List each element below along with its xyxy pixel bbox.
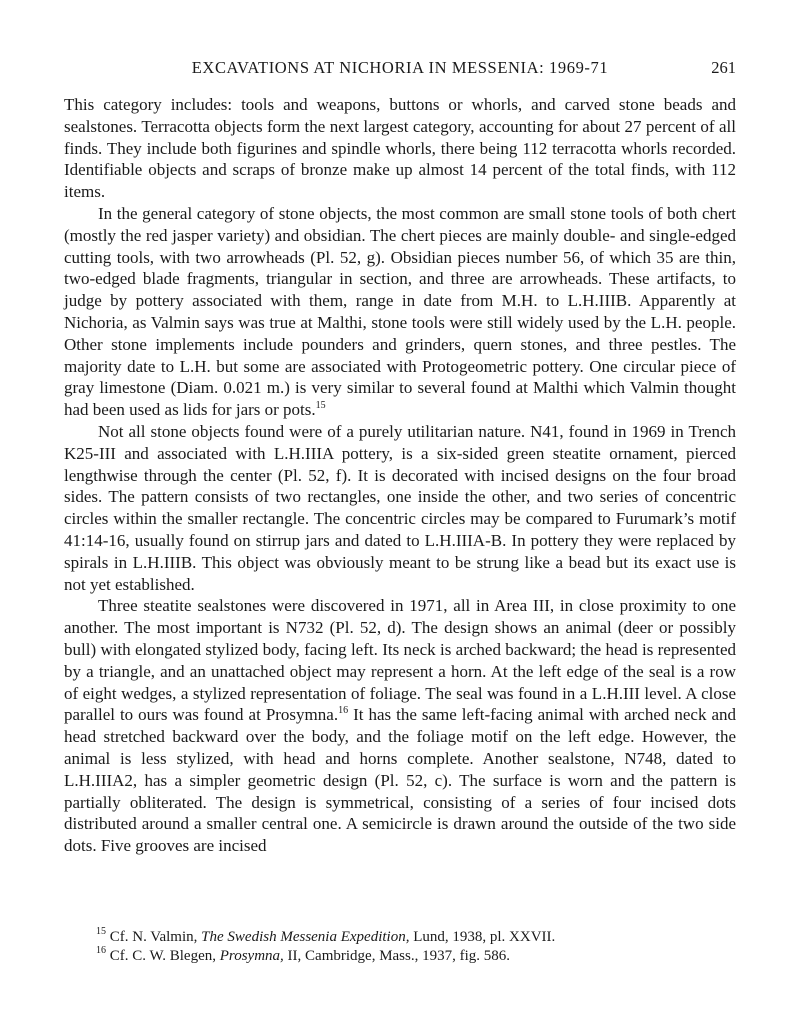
footnote-15 — [64, 928, 736, 947]
footnote-ref-15: 15 — [315, 399, 326, 411]
footnote-prefix: Cf. C. W. Blegen, — [106, 948, 220, 964]
page-number: 261 — [711, 58, 736, 77]
page-header — [64, 58, 736, 78]
footnote-number: 15 — [96, 926, 106, 937]
paragraph-2 — [64, 203, 736, 421]
paragraph-3 — [64, 421, 736, 595]
paragraph-text: Three steatite sealstones were discovered in 1971, all in Area III, in close proximity to one another. The most important is N732 (Pl. 52, d). The design shows an animal (deer or possibly bull) with elongated stylized body, facing left. Its neck is arched backward; the head is represented by a triangle, and an unattached object may represent a horn. At the left edge of the seal is a row of eight wedges, a stylized representation of foliage. The seal was found in a L.H.III level. A close parallel to ours was found at Prosymna. — [64, 596, 736, 725]
footnote-suffix: Lund, 1938, pl. XXVII. — [409, 929, 556, 945]
footnote-title: Prosymna, — [219, 948, 284, 964]
paragraph-text: Not all stone objects found were of a purely utilitarian nature. N41, found in 1969 in Trench K25-III and associated with L.H.IIIA pottery, is a six-sided green steatite ornament, pierced lengthwise through the center (Pl. 52, f). It is decorated with incised designs on the four broad sides. The pattern consists of two rectangles, one inside the other, and two series of concentric circles within the smaller rectangle. The concentric circles may be compared to Furumark’s motif 41:14-16, usually found on stirrup jars and dated to L.H.IIIA-B. In pottery they were replaced by spirals in L.H.IIIB. This object was obviously meant to be strung like a bead but its exact use is not yet established. — [64, 421, 736, 594]
footnotes — [64, 928, 736, 966]
paragraph-1 — [64, 94, 736, 203]
paragraph-text: It has the same left-facing animal with arched neck and head stretched backward over the body, and the foliage motif on the left edge. However, the animal is less stylized, with head and horns complete. Another sealstone, N748, dated to L.H.IIIA2, has a simpler geometric design (Pl. 52, c). The surface is worn and the pattern is partially obliterated. The design is symmetrical, consisting of a series of four incised dots distributed around a smaller central one. A semicircle is drawn around the outside of the two side dots. Five grooves are incised — [64, 705, 736, 856]
footnote-suffix: II, Cambridge, Mass., 1937, fig. 586. — [283, 948, 511, 964]
paragraph-4 — [64, 595, 736, 857]
paragraph-text: This category includes: tools and weapons, buttons or whorls, and carved stone beads and sealstones. Terracotta objects form the next largest category, accounting for about 27 percent of all finds. They include both figurines and spindle whorls, there being 112 terracotta whorls recorded. Identifiable objects and scraps of bronze make up almost 14 percent of the total finds, with 112 items. — [64, 95, 736, 202]
footnote-number: 16 — [96, 945, 106, 956]
footnote-16 — [64, 947, 736, 966]
body-text — [64, 94, 736, 857]
footnote-prefix: Cf. N. Valmin, — [106, 929, 202, 945]
footnote-ref-16: 16 — [338, 704, 349, 716]
paragraph-text: In the general category of stone objects, the most common are small stone tools of both chert (mostly the red jasper variety) and obsidian. The chert pieces are mainly double- and single-edged cutting tools, with two arrowheads (Pl. 52, g). Obsidian pieces number 56, of which 35 are thin, two-edged blade fragments, triangular in section, and three are arrowheads. These artifacts, to judge by pottery associated with them, range in date from M.H. to L.H.IIIB. Apparently at Nichoria, as Valmin says was true at Malthi, stone tools were still widely used by the L.H. people. Other stone implements include pounders and grinders, quern stones, and three pestles. The majority date to L.H. but some are associated with Protogeometric pottery. One circular piece of gray limestone (Diam. 0.021 m.) is very similar to several found at Malthi which Valmin thought had been used as lids for jars or pots. — [64, 203, 736, 420]
footnote-title: The Swedish Messenia Expedition, — [201, 929, 410, 945]
running-head: EXCAVATIONS AT NICHORIA IN MESSENIA: 1969-71 — [191, 58, 609, 77]
